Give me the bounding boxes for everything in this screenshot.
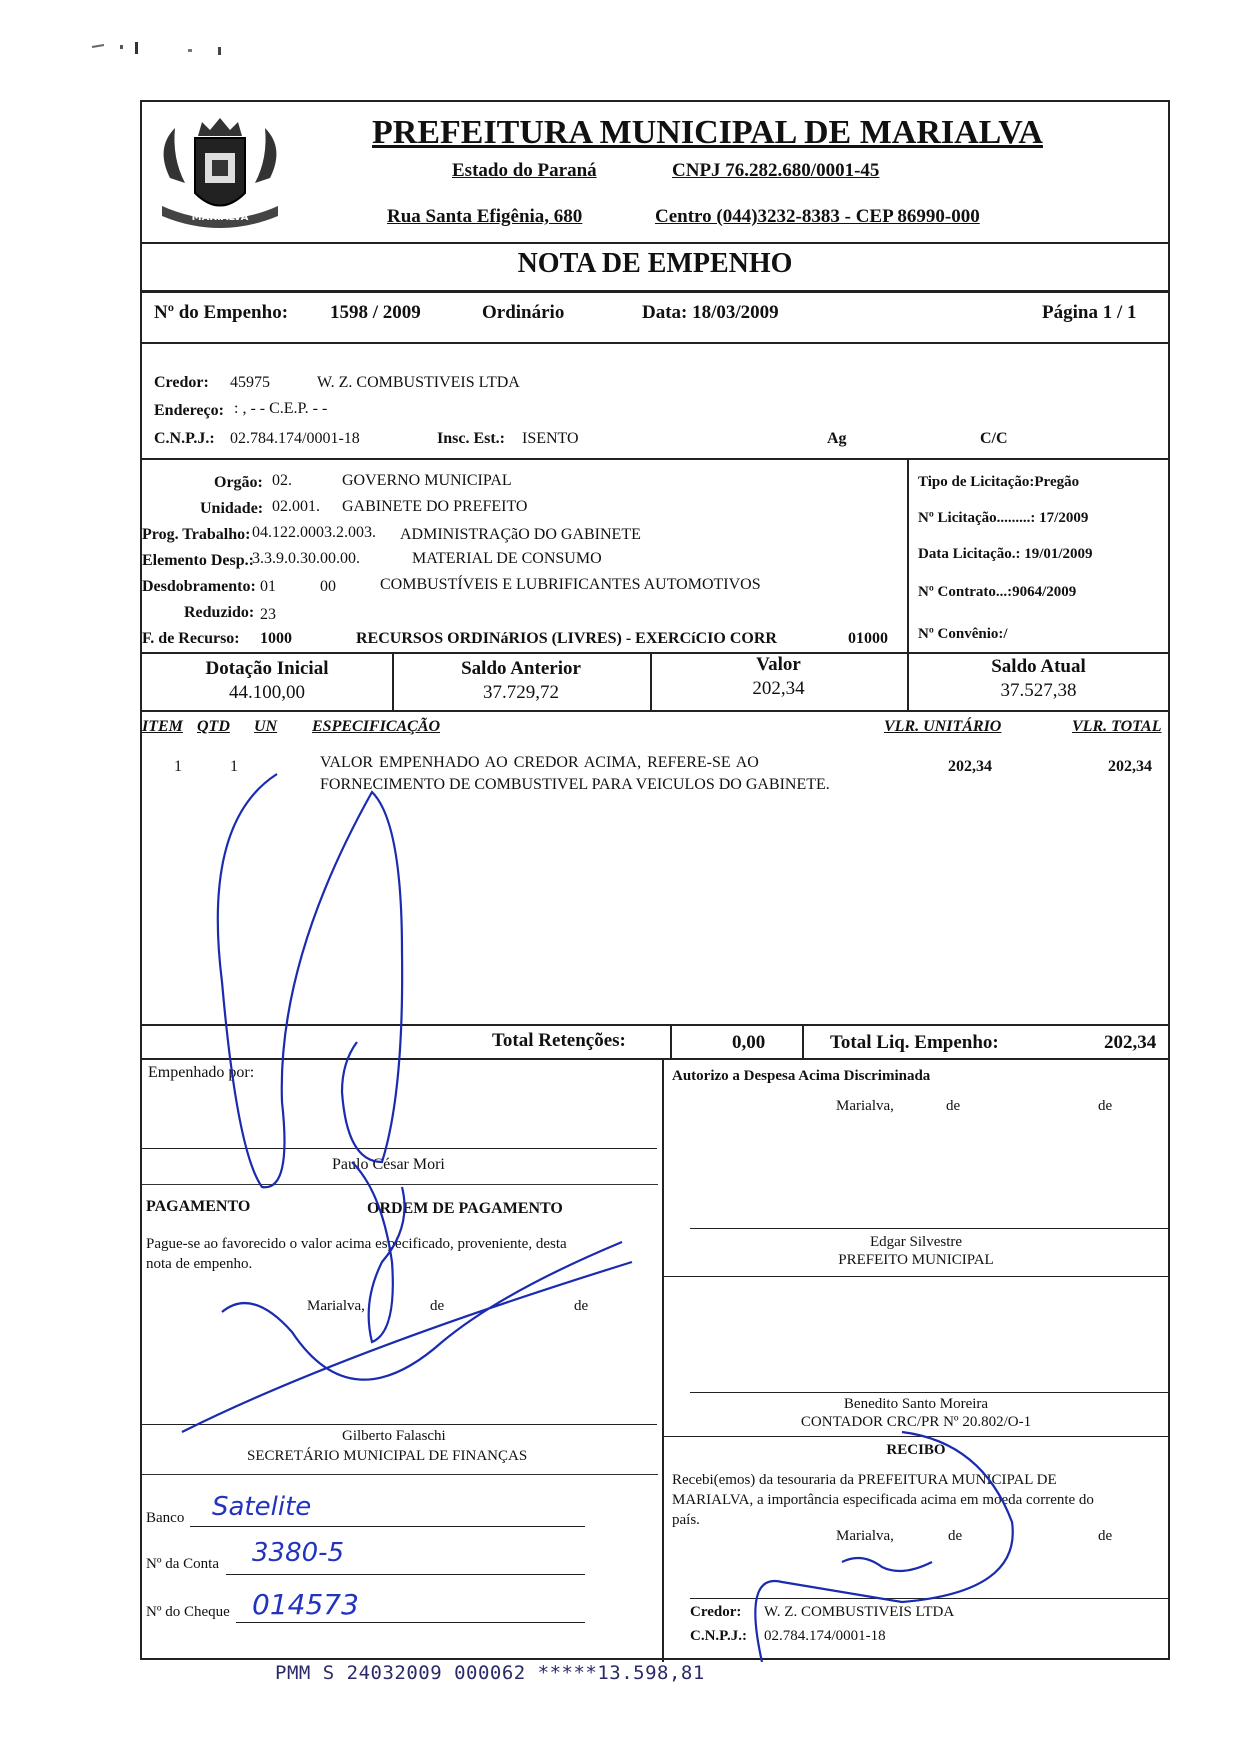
reduzido-label: Reduzido: [184, 604, 255, 621]
autorizo-de-2: de [1098, 1098, 1113, 1114]
numero-licitacao: Nº Licitação.........: 17/2009 [918, 510, 1089, 526]
col-un: UN [254, 718, 278, 735]
orgao-name: GOVERNO MUNICIPAL [342, 472, 512, 489]
pague-text-1: Pague-se ao favorecido o valor acima especificado, proveniente, desta [146, 1236, 567, 1252]
desdobramento-name: COMBUSTÍVEIS E LUBRIFICANTES AUTOMOTIVOS [380, 576, 761, 593]
banco-label: Banco [146, 1510, 185, 1526]
col-item: ITEM [142, 718, 183, 735]
numero-convenio: Nº Convênio:/ [918, 626, 1008, 642]
prefeito-role: PREFEITO MUNICIPAL [838, 1252, 994, 1268]
empenho-type: Ordinário [482, 302, 565, 323]
desdobramento-label: Desdobramento: [142, 578, 256, 595]
valor-value: 202,34 [752, 678, 805, 699]
autorizo-de-1: de [946, 1098, 961, 1114]
signature-recibo [755, 1432, 1012, 1662]
cheque-value: 014573 [252, 1588, 359, 1621]
liq-empenho-value: 202,34 [1104, 1032, 1157, 1053]
credor-code: 45975 [230, 374, 270, 391]
unidade-name: GABINETE DO PREFEITO [342, 498, 528, 515]
elemento-code: 3.3.9.0.30.00.00. [252, 550, 360, 567]
prog-label: Prog. Trabalho: [142, 526, 251, 543]
credor-name: W. Z. COMBUSTIVEIS LTDA [317, 374, 520, 391]
handwritten-signatures [142, 102, 1172, 1662]
autorizo-city: Marialva, [836, 1098, 894, 1114]
valor-label: Valor [756, 654, 801, 675]
saldo-anterior-label: Saldo Anterior [461, 658, 581, 679]
insc-label: Insc. Est.: [437, 430, 506, 447]
conta-label: Nº da Conta [146, 1556, 219, 1572]
col-vlr-total: VLR. TOTAL [1072, 718, 1162, 735]
page-title: PREFEITURA MUNICIPAL DE MARIALVA [372, 114, 1043, 151]
dotacao-label: Dotação Inicial [205, 658, 329, 679]
empenhado-por-label: Empenhado por: [148, 1064, 255, 1081]
unidade-code: 02.001. [272, 498, 320, 515]
recibo-text-1: Recebi(emos) da tesouraria da PREFEITURA MUNICIPAL DE [672, 1472, 1057, 1488]
cc-label: C/C [980, 430, 1008, 447]
secretario-role: SECRETÁRIO MUNICIPAL DE FINANÇAS [247, 1448, 528, 1464]
dotacao-value: 44.100,00 [229, 682, 305, 703]
retencoes-value: 0,00 [732, 1032, 766, 1053]
saldo-atual-label: Saldo Atual [991, 656, 1086, 677]
cnpj-credor-label: C.N.P.J.: [154, 430, 215, 447]
orgao-label: Orgão: [214, 474, 263, 491]
item-desc-line1: VALOR EMPENHADO AO CREDOR ACIMA, REFERE-SE AO [320, 754, 759, 771]
reduzido-value: 23 [260, 606, 276, 623]
recibo-cnpj-value: 02.784.174/0001-18 [764, 1628, 886, 1644]
fonte-label: F. de Recurso: [142, 630, 240, 647]
fonte-num: 01000 [848, 630, 888, 647]
recibo-credor-name: W. Z. COMBUSTIVEIS LTDA [764, 1604, 955, 1620]
prog-name: ADMINISTRAÇãO DO GABINETE [400, 526, 641, 543]
empenho-label: Nº do Empenho: [154, 302, 289, 323]
address-label: Rua Santa Efigênia, 680 [387, 206, 583, 227]
retencoes-label: Total Retenções: [492, 1030, 626, 1051]
recibo-title: RECIBO [886, 1442, 946, 1458]
recibo-text-2: MARIALVA, a importância especificada acima em moeda corrente do [672, 1492, 1094, 1508]
empenho-number: 1598 / 2009 [330, 302, 421, 323]
orgao-code: 02. [272, 472, 292, 489]
saldo-anterior-value: 37.729,72 [483, 682, 559, 703]
insc-value: ISENTO [522, 430, 579, 447]
doc-title: NOTA DE EMPENHO [517, 248, 793, 279]
col-especificacao: ESPECIFICAÇÃO [312, 718, 441, 735]
scan-specks [90, 25, 330, 65]
col-vlr-unitario: VLR. UNITÁRIO [884, 718, 1002, 735]
pagamento-label: PAGAMENTO [146, 1198, 251, 1215]
numero-contrato: Nº Contrato...:9064/2009 [918, 584, 1077, 600]
recibo-cnpj-label: C.N.P.J.: [690, 1628, 747, 1644]
secretario-name: Gilberto Falaschi [342, 1428, 446, 1444]
signature-ordem [182, 1162, 632, 1432]
item-total-value: 202,34 [1108, 758, 1152, 775]
fonte-name: RECURSOS ORDINáRIOS (LIVRES) - EXERCíCIO CORR [356, 630, 777, 647]
recibo-city: Marialva, [836, 1528, 894, 1544]
recibo-de-1: de [948, 1528, 963, 1544]
page-number: Página 1 / 1 [1042, 302, 1137, 323]
empenhado-name: Paulo César Mori [332, 1156, 445, 1173]
contador-role: CONTADOR CRC/PR Nº 20.802/O-1 [800, 1414, 1032, 1430]
recibo-de-2: de [1098, 1528, 1113, 1544]
signature-empenho [218, 774, 402, 1187]
svg-text:MARIALVA: MARIALVA [191, 212, 249, 223]
pagamento-de-1: de [430, 1298, 445, 1314]
autorizo-label: Autorizo a Despesa Acima Discriminada [672, 1068, 931, 1084]
desdobramento-a: 01 [260, 578, 276, 595]
banco-value: Satelite [212, 1492, 312, 1522]
endereco-value: : , - - C.E.P. - - [234, 400, 328, 417]
cnpj-credor-value: 02.784.174/0001-18 [230, 430, 360, 447]
item-qtd: 1 [230, 758, 238, 775]
state-label: Estado do Paraná [452, 160, 597, 181]
unidade-label: Unidade: [200, 500, 264, 517]
cnpj-label: CNPJ 76.282.680/0001-45 [672, 160, 880, 181]
endereco-label: Endereço: [154, 402, 224, 419]
col-qtd: QTD [197, 718, 230, 735]
pagamento-de-2: de [574, 1298, 589, 1314]
pague-text-2: nota de empenho. [146, 1256, 253, 1272]
contador-name: Benedito Santo Moreira [843, 1396, 989, 1412]
prefeito-name: Edgar Silvestre [869, 1234, 963, 1250]
fonte-code: 1000 [260, 630, 292, 647]
item-desc-line2: FORNECIMENTO DE COMBUSTIVEL PARA VEICULOS DO GABINETE. [320, 776, 830, 793]
saldo-atual-value: 37.527,38 [1000, 680, 1077, 701]
recibo-credor-label: Credor: [690, 1604, 742, 1620]
data-licitacao: Data Licitação.: 19/01/2009 [918, 546, 1093, 562]
payment-stamp: PMM S 24032009 000062 *****13.598,81 [275, 1662, 705, 1684]
item-unit-value: 202,34 [948, 758, 992, 775]
elemento-label: Elemento Desp.: [142, 552, 254, 569]
item-number: 1 [174, 758, 182, 775]
desdobramento-b: 00 [320, 578, 336, 595]
recibo-text-3: país. [672, 1512, 700, 1528]
prog-code: 04.122.0003.2.003. [252, 524, 376, 541]
empenho-document [140, 100, 1170, 1660]
liq-empenho-label: Total Liq. Empenho: [830, 1032, 999, 1053]
credor-label: Credor: [154, 374, 209, 391]
pagamento-city: Marialva, [307, 1298, 365, 1314]
elemento-name: MATERIAL DE CONSUMO [412, 550, 602, 567]
ordem-pagamento-label: ORDEM DE PAGAMENTO [367, 1200, 563, 1217]
address-label-2: Centro (044)3232-8383 - CEP 86990-000 [655, 206, 980, 227]
empenho-date: Data: 18/03/2009 [642, 302, 779, 323]
cheque-label: Nº do Cheque [146, 1604, 230, 1620]
tipo-licitacao: Tipo de Licitação:Pregão [918, 474, 1080, 490]
ag-label: Ag [827, 430, 847, 447]
conta-value: 3380-5 [252, 1538, 345, 1568]
